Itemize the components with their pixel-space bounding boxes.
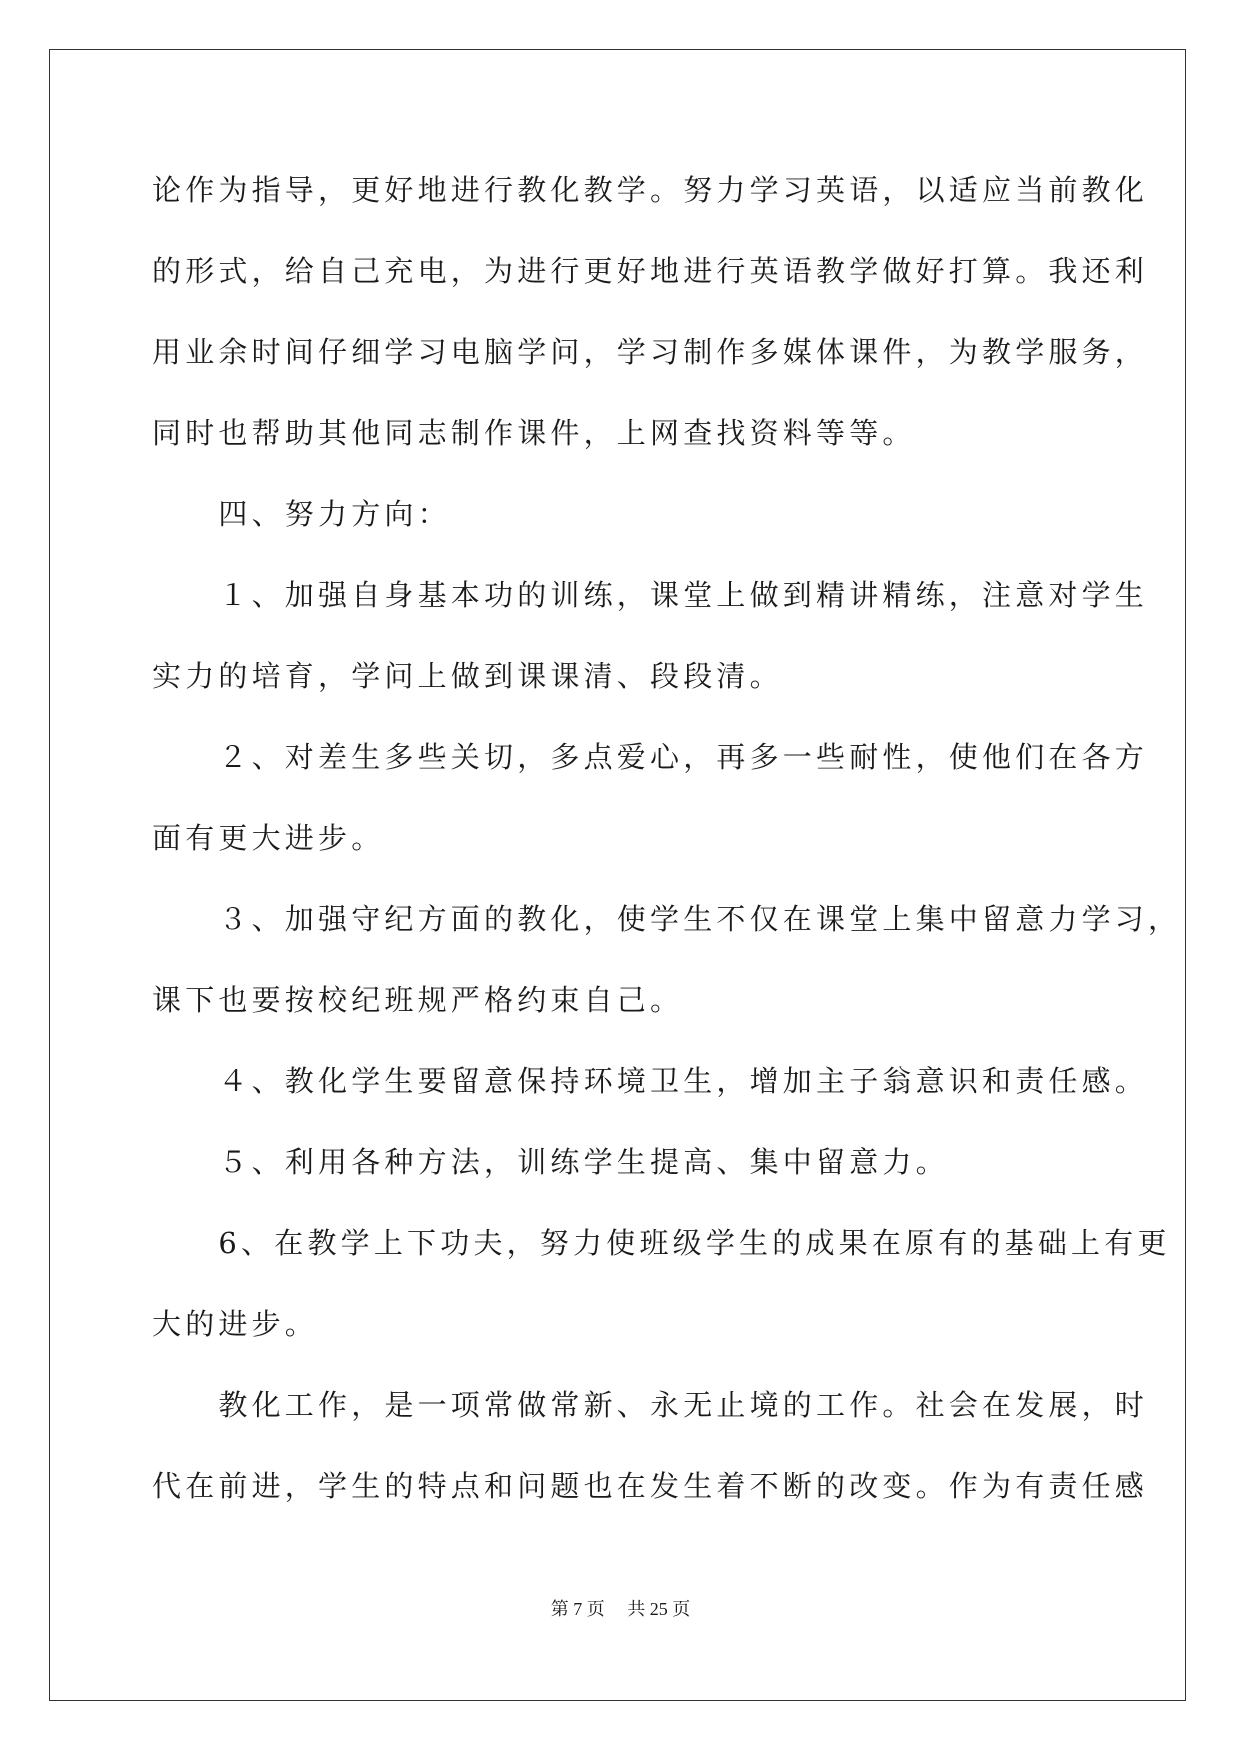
text-line: 同时也帮助其他同志制作课件，上网查找资料等等。 — [152, 416, 916, 450]
text-line: 的形式，给自己充电，为进行更好地进行英语教学做好打算。我还利 — [152, 254, 1149, 288]
text-line: 教化工作，是一项常做常新、永无止境的工作。社会在发展，时 — [152, 1388, 1149, 1422]
section-heading: 四、努力方向： — [152, 497, 451, 531]
text-line: ３、加强守纪方面的教化，使学生不仅在课堂上集中留意力学习， — [152, 902, 1182, 936]
text-line: 代在前进，学生的特点和问题也在发生着不断的改变。作为有责任感 — [152, 1469, 1149, 1503]
page-number-label: 第 7 页 共 25 页 — [550, 1599, 691, 1619]
text-line: 大的进步。 — [152, 1307, 319, 1341]
text-line: 实力的培育，学问上做到课课清、段段清。 — [152, 659, 783, 693]
text-line: 6、在教学上下功夫，努力使班级学生的成果在原有的基础上有更 — [152, 1226, 1171, 1260]
text-line: 论作为指导，更好地进行教化教学。努力学习英语，以适应当前教化 — [152, 173, 1149, 207]
page-border — [49, 49, 1186, 1701]
text-line: １、加强自身基本功的训练，课堂上做到精讲精练，注意对学生 — [152, 578, 1149, 612]
text-line: ４、教化学生要留意保持环境卫生，增加主子翁意识和责任感。 — [152, 1064, 1149, 1098]
page-footer — [0, 1597, 1241, 1621]
text-line: 课下也要按校纪班规严格约束自己。 — [152, 983, 684, 1017]
text-line: 用业余时间仔细学习电脑学问，学习制作多媒体课件，为教学服务， — [152, 335, 1149, 369]
text-line: ２、对差生多些关切，多点爱心，再多一些耐性，使他们在各方 — [152, 740, 1149, 774]
text-line: ５、利用各种方法，训练学生提高、集中留意力。 — [152, 1145, 949, 1179]
text-line: 面有更大进步。 — [152, 821, 385, 855]
